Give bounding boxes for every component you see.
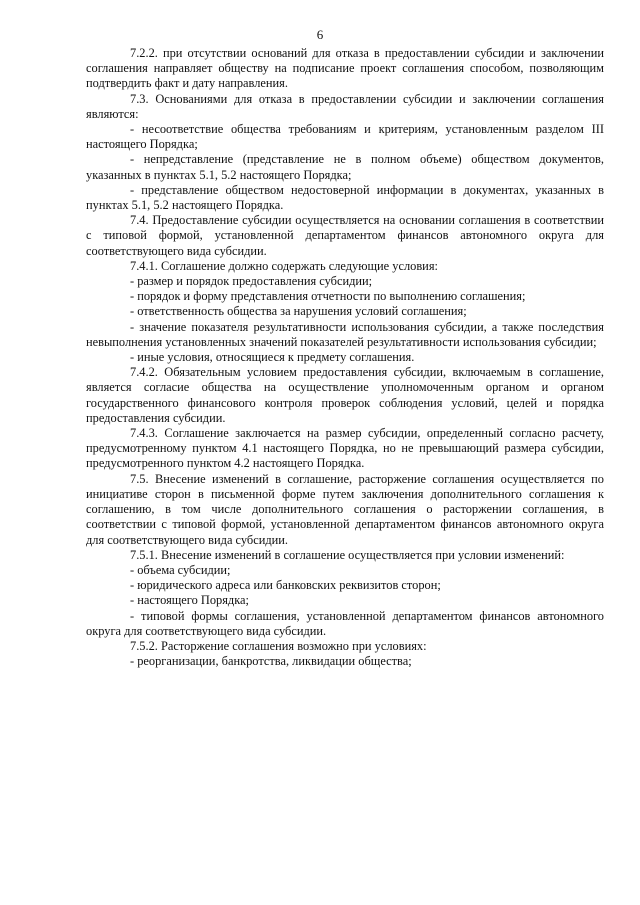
page-number: 6: [316, 27, 324, 42]
list-item: - иные условия, относящиеся к предмету соглашения.: [130, 350, 415, 365]
list-item: - порядок и форму представления отчетности по выполнению соглашения;: [130, 289, 526, 304]
paragraph-7-5-2: 7.5.2. Расторжение соглашения возможно при условиях:: [130, 638, 427, 653]
paragraph-7-2-2: 7.2.2. при отсутствии оснований для отказа в предоставлении субсидии и заключении соглашения направляет обществу на подписание проект соглашения способом, позволяющим подтвердить факт и дату направления.: [86, 46, 604, 91]
paragraph-7-4-2: 7.4.2. Обязательным условием предоставления субсидии, включаемым в соглашение, является согласие общества на осуществление уполномоченным органом и органом государственного финансового контроля проверок соблюдения условий, целей и порядка предоставления субсидии.: [86, 365, 604, 425]
paragraph-7-4-1: 7.4.1. Соглашение должно содержать следующие условия:: [130, 258, 438, 273]
list-item: - несоответствие общества требованиям и критериям, установленным разделом III настоящего Порядка;: [86, 122, 604, 152]
list-item: - настоящего Порядка;: [130, 593, 249, 608]
document-body: [86, 46, 604, 669]
paragraph-7-5-1: 7.5.1. Внесение изменений в соглашение осуществляется при условии изменений:: [130, 547, 565, 562]
paragraph-7-4: 7.4. Предоставление субсидии осуществляется на основании соглашения в соответствии с типовой формой, установленной департаментом финансов автономного округа для соответствующего вида субсидии.: [86, 213, 604, 258]
list-item: - представление обществом недостоверной информации в документах, указанных в пунктах 5.1, 5.2 настоящего Порядка.: [86, 182, 604, 213]
paragraph-7-4-3: 7.4.3. Соглашение заключается на размер субсидии, определенный согласно расчету, предусмотренному пунктом 4.1 настоящего Порядка, но не превышающий размера субсидии, предусмотренного пунктом 4.2 настоящего Порядка.: [86, 426, 604, 471]
list-item: - объема субсидии;: [130, 562, 231, 577]
list-item: - значение показателя результативности использования субсидии, а также последствия невыполнения установленных значений показателей результативности использования субсидии;: [86, 319, 604, 349]
paragraph-7-3: 7.3. Основаниями для отказа в предоставлении субсидии и заключении соглашения являются:: [86, 91, 604, 121]
list-item: - юридического адреса или банковских реквизитов сторон;: [130, 578, 441, 593]
list-item: - реорганизации, банкротства, ликвидации общества;: [130, 654, 412, 669]
list-item: - непредставление (представление не в полном объеме) обществом документов, указанных в пунктах 5.1, 5.2 настоящего Порядка;: [86, 152, 604, 182]
list-item: - размер и порядок предоставления субсидии;: [130, 274, 373, 289]
list-item: - типовой формы соглашения, установленной департаментом финансов автономного округа для соответствующего вида субсидии.: [86, 608, 604, 638]
list-item: - ответственность общества за нарушения условий соглашения;: [130, 304, 467, 319]
paragraph-7-5: 7.5. Внесение изменений в соглашение, расторжение соглашения осуществляется по инициативе сторон в письменной форме путем заключения дополнительного соглашения к соглашению, в том числе дополнительного соглашения о расторжении соглашения, в соответствии с типовой формой, установленной департаментом финансов автономного округа для соответствующего вида субсидии.: [86, 471, 604, 547]
